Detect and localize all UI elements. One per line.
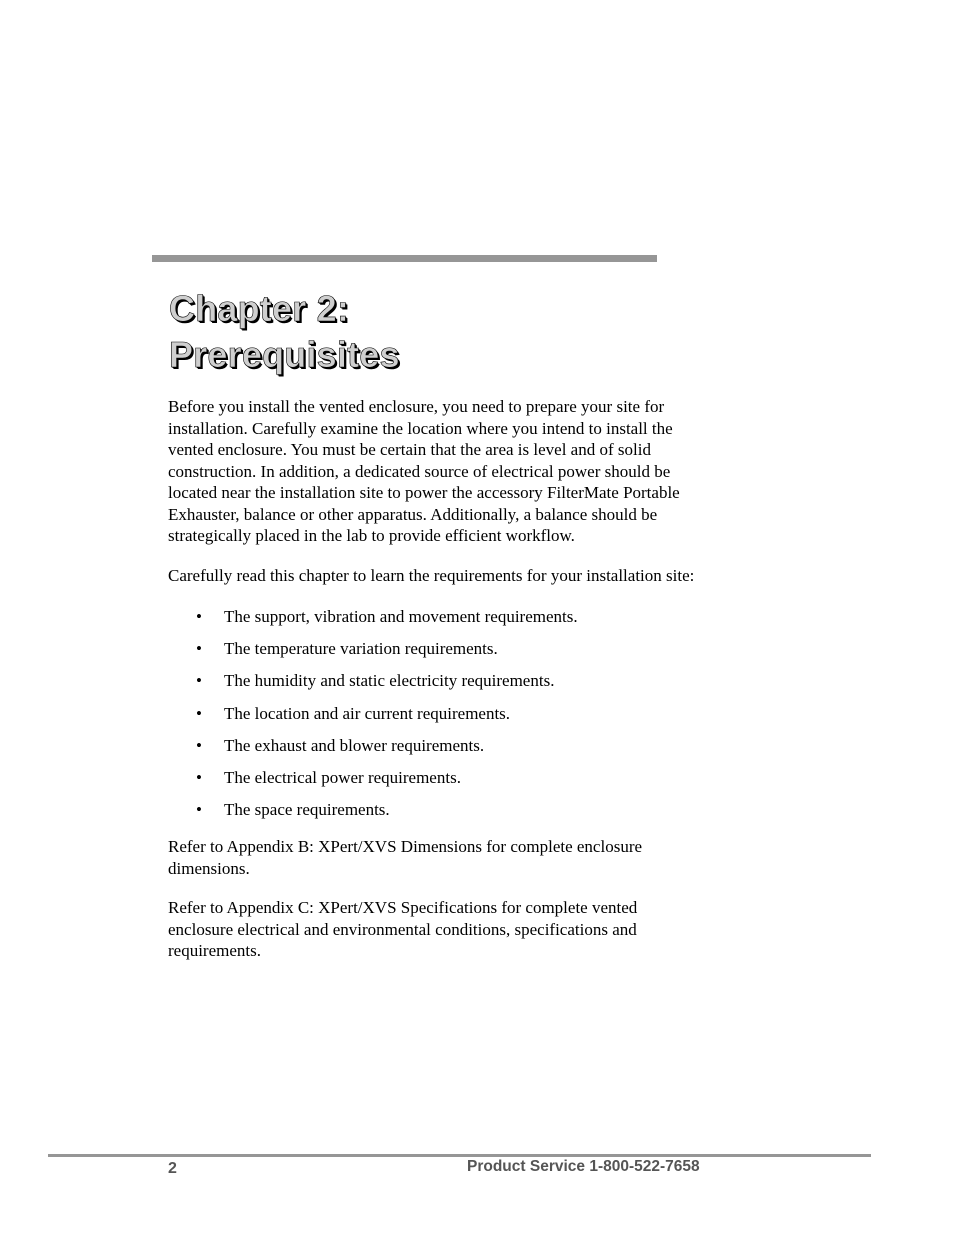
intro-line: installation. Carefully examine the location where you intend to install the — [168, 418, 673, 438]
intro-paragraph — [168, 396, 768, 547]
product-service-phone: Product Service 1-800-522-7658 — [467, 1158, 700, 1175]
appendix-c-reference — [168, 897, 768, 962]
list-item-text: The exhaust and blower requirements. — [224, 735, 485, 755]
list-item — [168, 767, 768, 799]
list-item-text: The electrical power requirements. — [224, 767, 461, 787]
bullet-icon: • — [196, 703, 202, 723]
list-item — [168, 606, 768, 638]
chapter-top-rule — [152, 255, 657, 262]
bullet-icon: • — [196, 735, 202, 755]
list-item — [168, 799, 768, 831]
list-item — [168, 703, 768, 735]
appendix-b-reference — [168, 836, 768, 879]
list-item-text: The temperature variation requirements. — [224, 639, 498, 659]
intro-line: strategically placed in the lab to provide efficient workflow. — [168, 526, 575, 545]
ref-c-line: requirements. — [168, 941, 261, 960]
list-item — [168, 638, 768, 670]
list-item — [168, 735, 768, 767]
bullet-icon: • — [196, 800, 202, 820]
ref-b-line: dimensions. — [168, 858, 250, 878]
ref-b-line: Refer to Appendix B: XPert/XVS Dimensions for complete enclosure — [168, 837, 643, 856]
chapter-title — [169, 286, 400, 378]
ref-c-line: Refer to Appendix C: XPert/XVS Specifications for complete vented — [168, 898, 638, 917]
chapter-title-line1: Chapter 2: — [169, 288, 350, 329]
lead-in-paragraph: Carefully read this chapter to learn the requirements for your installation site: — [168, 566, 695, 585]
page-number: 2 — [168, 1160, 177, 1177]
list-item-text: The support, vibration and movement requirements. — [224, 607, 578, 626]
list-item — [168, 670, 768, 702]
chapter-title-line2: Prerequisites — [169, 334, 400, 375]
bullet-icon: • — [196, 607, 202, 626]
bullet-icon: • — [196, 671, 202, 691]
intro-line: Exhauster, balance or other apparatus. Additionally, a balance should be — [168, 504, 658, 524]
intro-line: Before you install the vented enclosure, you need to prepare your site for — [168, 397, 665, 416]
ref-c-line: enclosure electrical and environmental conditions, specifications and — [168, 919, 637, 939]
bullet-icon: • — [196, 767, 202, 787]
intro-line: located near the installation site to power the accessory FilterMate Portable — [168, 483, 680, 502]
list-item-text: The location and air current requirements. — [224, 703, 511, 723]
requirements-list — [168, 606, 768, 831]
footer-rule — [48, 1154, 871, 1157]
intro-line: construction. In addition, a dedicated source of electrical power should be — [168, 461, 671, 481]
bullet-icon: • — [196, 639, 202, 659]
list-item-text: The humidity and static electricity requirements. — [224, 671, 555, 691]
intro-line: vented enclosure. You must be certain that the area is level and of solid — [168, 440, 651, 459]
list-item-text: The space requirements. — [224, 800, 390, 820]
